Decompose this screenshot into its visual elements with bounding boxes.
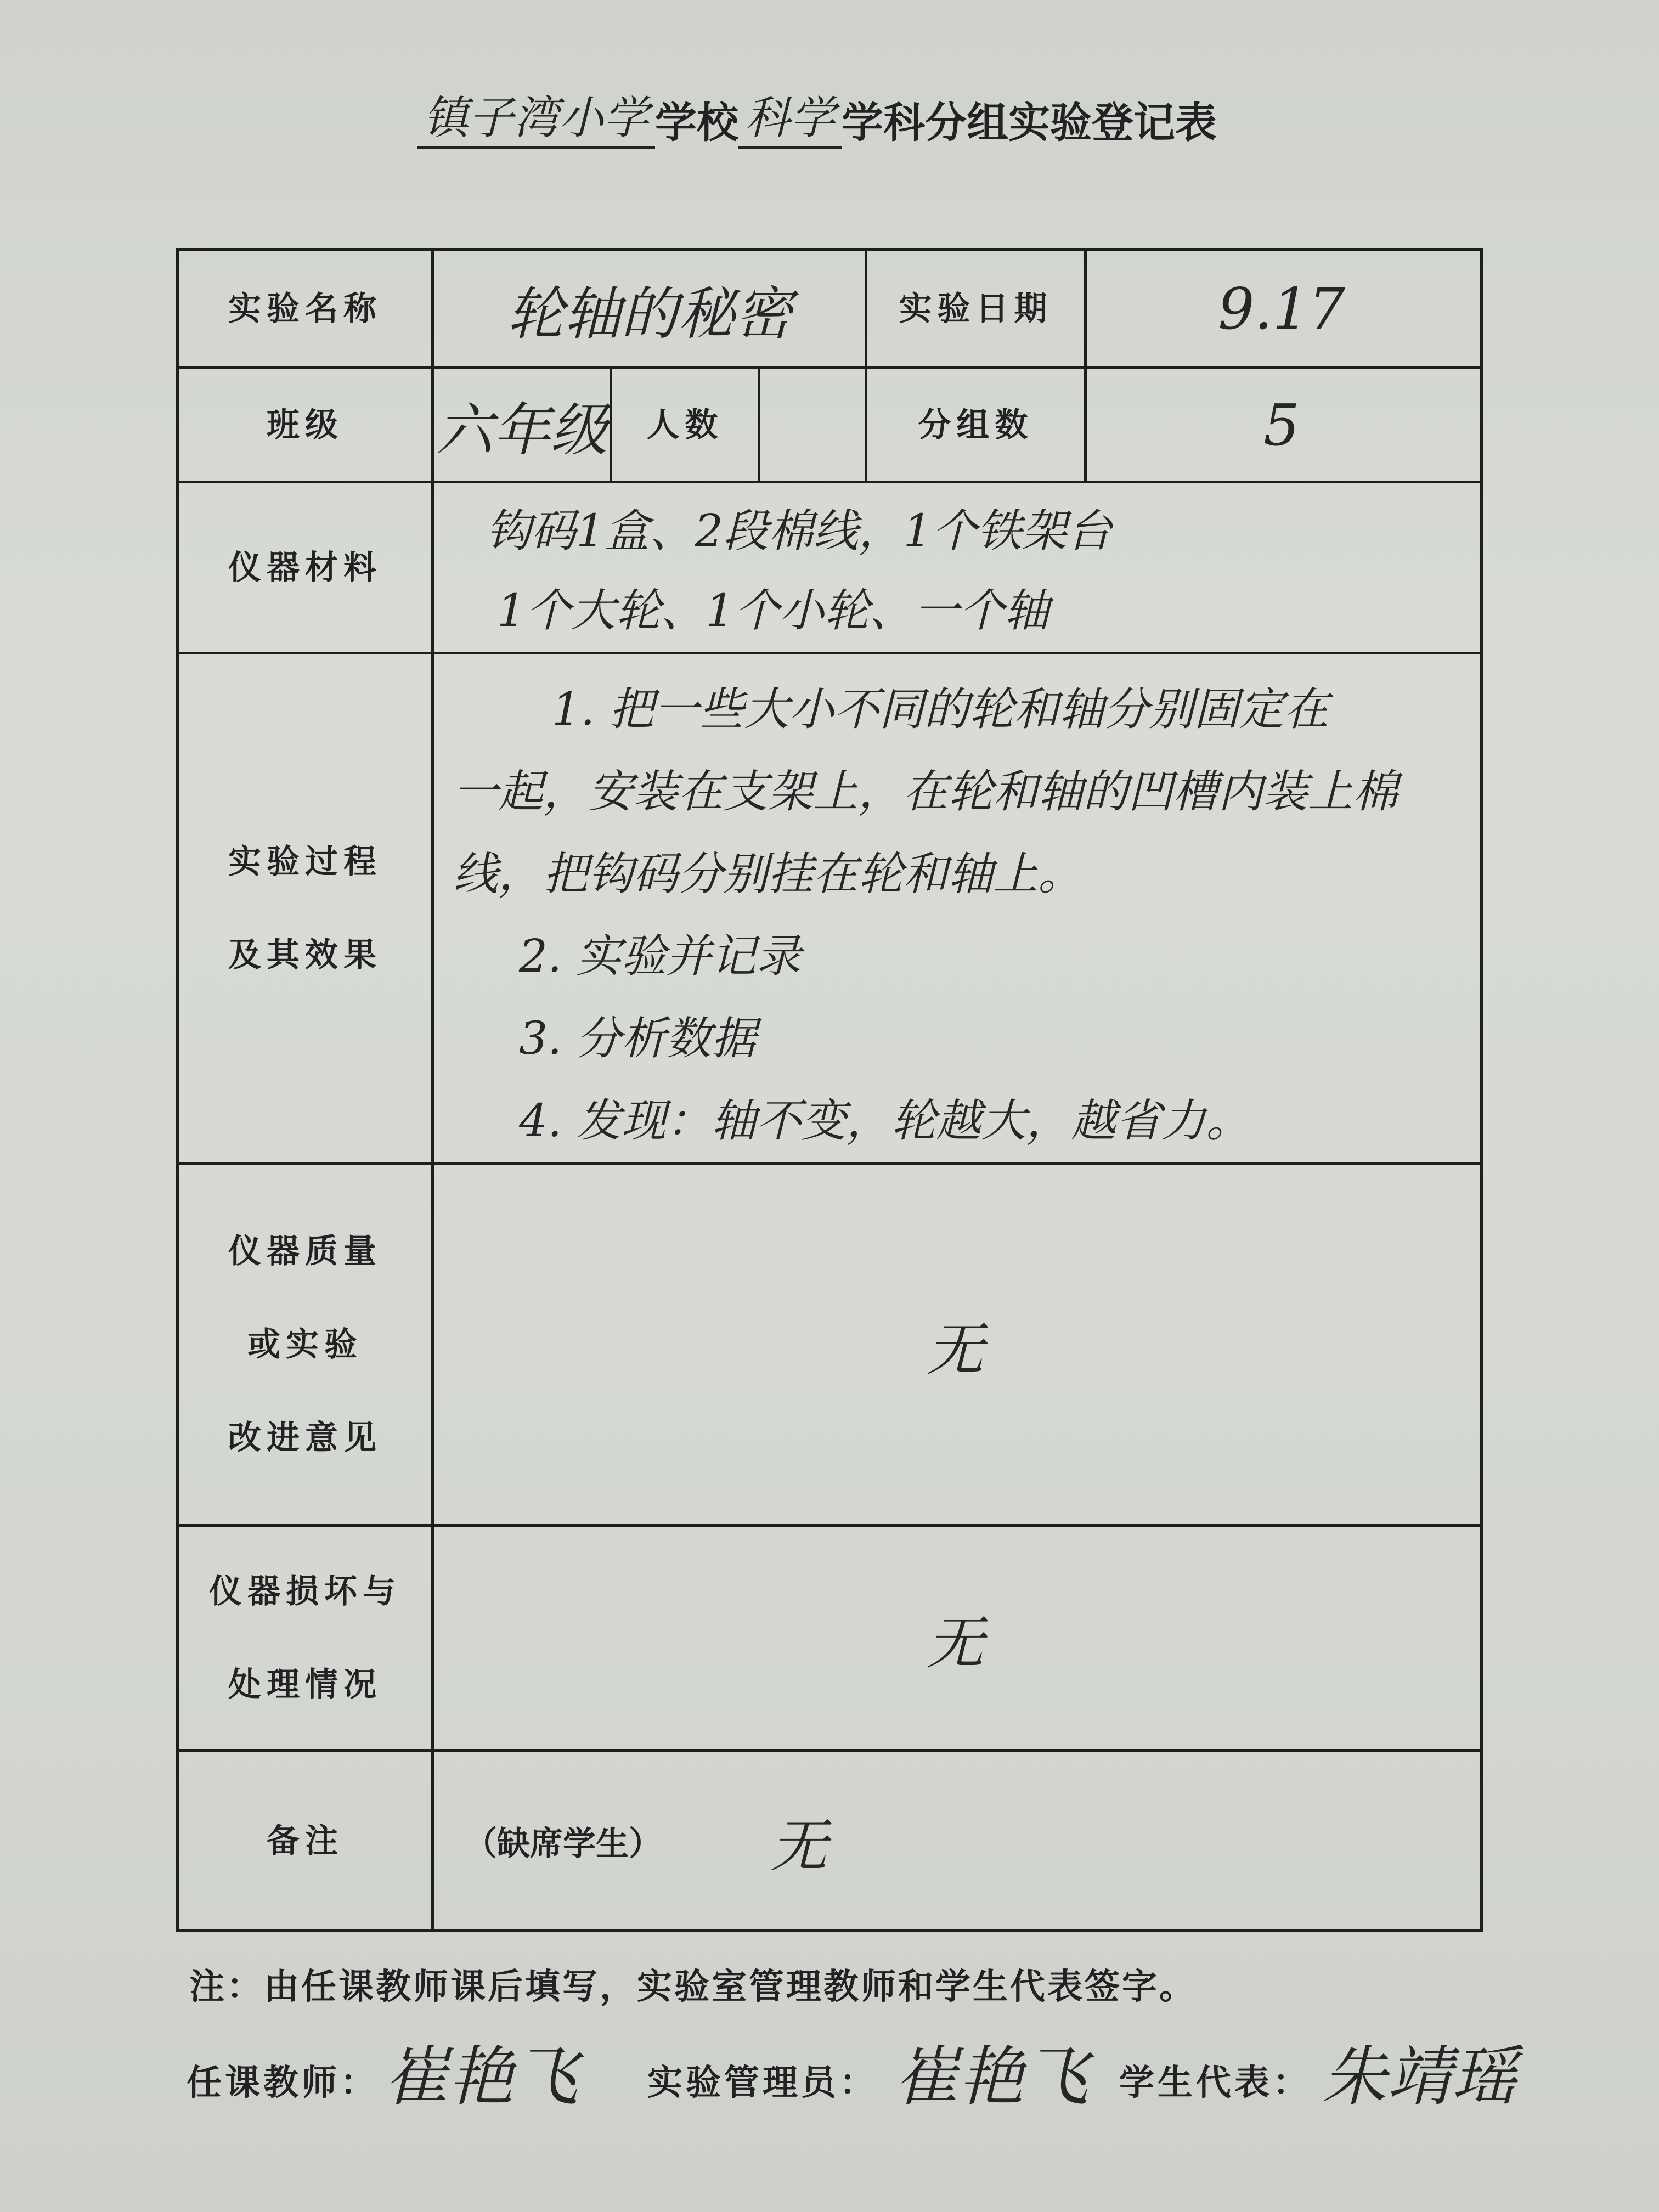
process-label-line: 及其效果 — [228, 935, 382, 974]
class-label: 班级 — [267, 405, 343, 444]
experiment-date-value: 9.17 — [1218, 275, 1345, 342]
materials-line: 1个大轮、1个小轮、一个轴 — [497, 585, 1049, 637]
admin-signature: 崔艳飞 — [894, 2039, 1089, 2114]
class-value: 六年级 — [436, 396, 607, 464]
damage-label-line: 仪器损坏与 — [209, 1572, 401, 1611]
process-line: 4. 发现：轴不变，轮越大，越省力。 — [519, 1095, 1251, 1147]
absent-students-value: 无 — [770, 1812, 827, 1880]
form-title — [417, 82, 1273, 154]
process-line: 2. 实验并记录 — [519, 930, 802, 983]
quality-label-line: 改进意见 — [228, 1418, 382, 1457]
teacher-signature: 崔艳飞 — [384, 2039, 579, 2114]
experiment-name-label: 实验名称 — [228, 290, 382, 328]
process-line: 1. 把一些大小不同的轮和轴分别固定在 — [552, 684, 1329, 736]
process-label-line: 实验过程 — [228, 842, 382, 881]
damage-label — [179, 1527, 431, 1749]
student-count-value — [760, 369, 865, 481]
student-rep-signature: 朱靖瑶 — [1322, 2039, 1517, 2114]
process-line: 线，把钩码分别挂在轮和轴上。 — [453, 848, 1083, 900]
damage-value: 无 — [926, 1609, 984, 1677]
quality-label — [179, 1165, 431, 1524]
school-suffix: 学校 — [655, 98, 738, 147]
materials-line: 钩码1盒、2段棉线，1个铁架台 — [486, 505, 1112, 557]
student-count-label: 人数 — [646, 405, 724, 444]
quality-label-line: 仪器质量 — [228, 1232, 382, 1271]
admin-label: 实验管理员： — [647, 2063, 878, 2103]
absent-students-label: （缺席学生） — [464, 1824, 662, 1863]
student-rep-label: 学生代表： — [1119, 2063, 1311, 2103]
school-name-handwritten: 镇子湾小学 — [417, 82, 655, 149]
subject-handwritten: 科学 — [738, 82, 842, 149]
materials-label: 仪器材料 — [228, 548, 382, 587]
remarks-label: 备注 — [267, 1821, 343, 1860]
footer-note: 注：由任课教师课后填写，实验室管理教师和学生代表签字。 — [189, 1967, 1197, 2007]
experiment-date-label: 实验日期 — [899, 290, 1053, 328]
form-name: 学科分组实验登记表 — [842, 98, 1217, 147]
process-line: 3. 分析数据 — [519, 1013, 757, 1065]
damage-label-line: 处理情况 — [228, 1665, 382, 1704]
group-count-label: 分组数 — [918, 405, 1034, 444]
process-label — [179, 654, 431, 1162]
experiment-name-value: 轮轴的秘密 — [506, 280, 792, 347]
registration-table — [176, 248, 1483, 1932]
quality-value: 无 — [926, 1316, 984, 1383]
teacher-label: 任课教师： — [187, 2063, 379, 2103]
process-line: 一起，安装在支架上，在轮和轴的凹槽内装上棉 — [453, 766, 1398, 818]
quality-label-line: 或实验 — [247, 1325, 363, 1364]
group-count-value: 5 — [1263, 391, 1300, 459]
